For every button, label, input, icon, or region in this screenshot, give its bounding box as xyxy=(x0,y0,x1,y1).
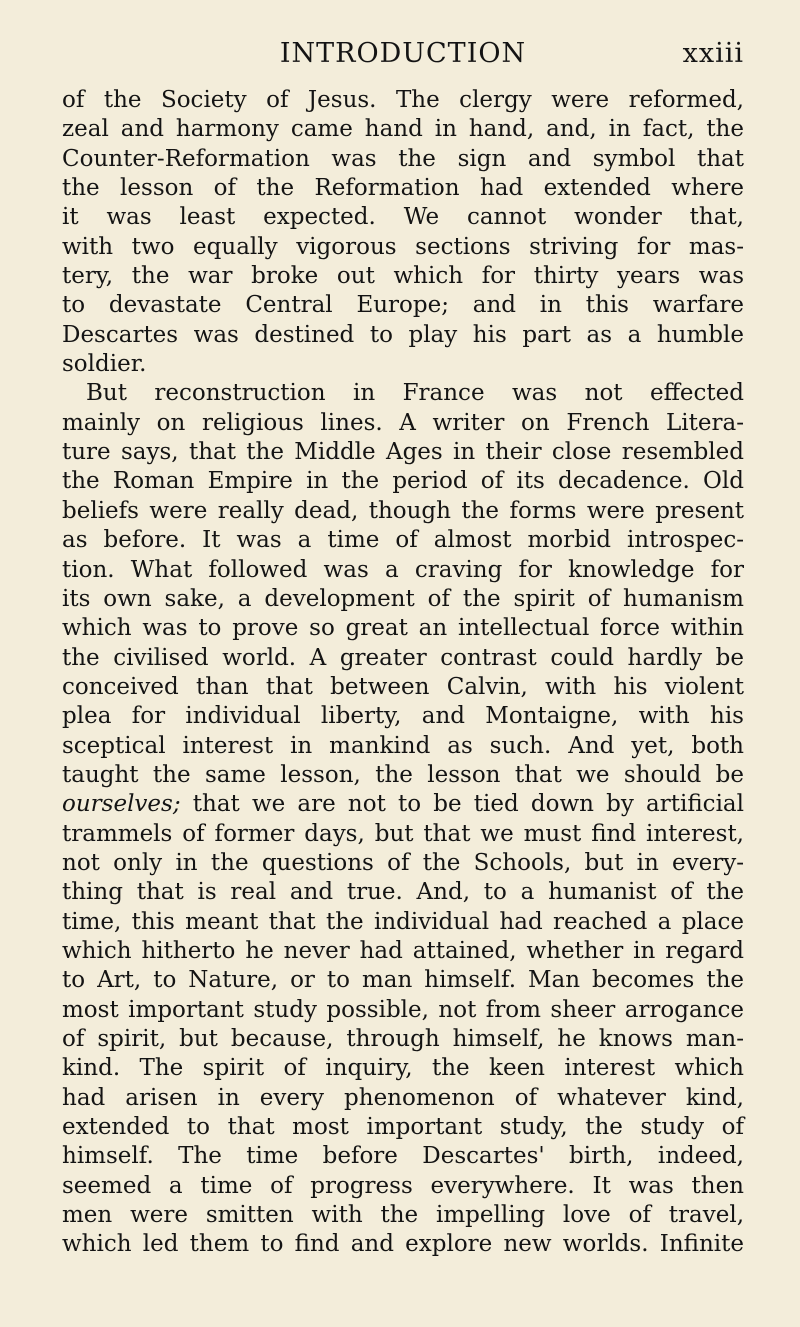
text-line: with two equally vigorous sections striving for mas- xyxy=(62,233,744,260)
text-line: soldier. xyxy=(62,351,147,378)
line-remainder: that we are not to be tied down by artificial xyxy=(180,791,744,818)
text-line: But reconstruction in France was not effected xyxy=(86,380,744,407)
text-line: the Roman Empire in the period of its decadence. Old xyxy=(62,468,744,495)
text-line: had arisen in every phenomenon of whatever kind, xyxy=(62,1084,744,1111)
text-line: men were smitten with the impelling love of travel, xyxy=(62,1202,744,1229)
text-line: to devastate Central Europe; and in this warfare xyxy=(62,292,744,319)
text-line: zeal and harmony came hand in hand, and, in fact, the xyxy=(62,116,744,143)
italic-word: ourselves; xyxy=(62,791,181,818)
text-line: it was least expected. We cannot wonder that, xyxy=(62,204,744,231)
text-line-with-italic xyxy=(62,790,744,819)
text-line: of the Society of Jesus. The clergy were reformed, xyxy=(62,87,744,113)
text-line: time, this meant that the individual had reached a place xyxy=(62,908,744,935)
running-head xyxy=(62,38,744,78)
text-line: tion. What followed was a craving for knowledge for xyxy=(62,556,744,583)
text-line: as before. It was a time of almost morbid introspec- xyxy=(62,527,744,554)
text-line: mainly on religious lines. A writer on French Litera- xyxy=(62,409,744,436)
text-line: to Art, to Nature, or to man himself. Man becomes the xyxy=(62,967,744,994)
text-line: which led them to find and explore new worlds. Infinite xyxy=(62,1231,744,1258)
text-line: which was to prove so great an intellectual force within xyxy=(62,615,744,642)
text-line: himself. The time before Descartes' birth, indeed, xyxy=(62,1143,744,1170)
text-line: conceived than that between Calvin, with his violent xyxy=(62,673,744,700)
text-line: plea for individual liberty, and Montaigne, with his xyxy=(62,703,744,730)
text-line: taught the same lesson, the lesson that we should be xyxy=(62,761,744,788)
text-line: thing that is real and true. And, to a humanist of the xyxy=(62,879,744,906)
text-line: of spirit, but because, through himself, he knows man- xyxy=(62,1026,744,1052)
text-line: its own sake, a development of the spirit of humanism xyxy=(62,585,744,612)
text-line: trammels of former days, but that we must find interest, xyxy=(62,820,744,847)
text-line: sceptical interest in mankind as such. And yet, both xyxy=(62,732,744,759)
text-line: kind. The spirit of inquiry, the keen interest which xyxy=(62,1055,744,1082)
text-line: Descartes was destined to play his part as a humble xyxy=(62,321,744,348)
text-line: the lesson of the Reformation had extended where xyxy=(62,175,744,202)
text-line: Counter-Reformation was the sign and symbol that xyxy=(62,145,744,172)
text-line: beliefs were really dead, though the forms were present xyxy=(62,497,744,524)
page-number: xxiii xyxy=(682,38,744,69)
text-line: not only in the questions of the Schools, but in every- xyxy=(62,849,744,876)
text-line: ture says, that the Middle Ages in their close resembled xyxy=(62,439,744,466)
text-line: most important study possible, not from sheer arrogance xyxy=(62,996,744,1023)
text-line: extended to that most important study, the study of xyxy=(62,1114,744,1141)
text-line: the civilised world. A greater contrast could hardly be xyxy=(62,644,744,671)
text-line: seemed a time of progress everywhere. It was then xyxy=(62,1172,744,1199)
text-line: which hitherto he never had attained, whether in regard xyxy=(62,937,744,964)
text-line: tery, the war broke out which for thirty years was xyxy=(62,263,744,290)
chapter-title: INTRODUCTION xyxy=(279,38,527,69)
body-text xyxy=(62,86,744,1260)
